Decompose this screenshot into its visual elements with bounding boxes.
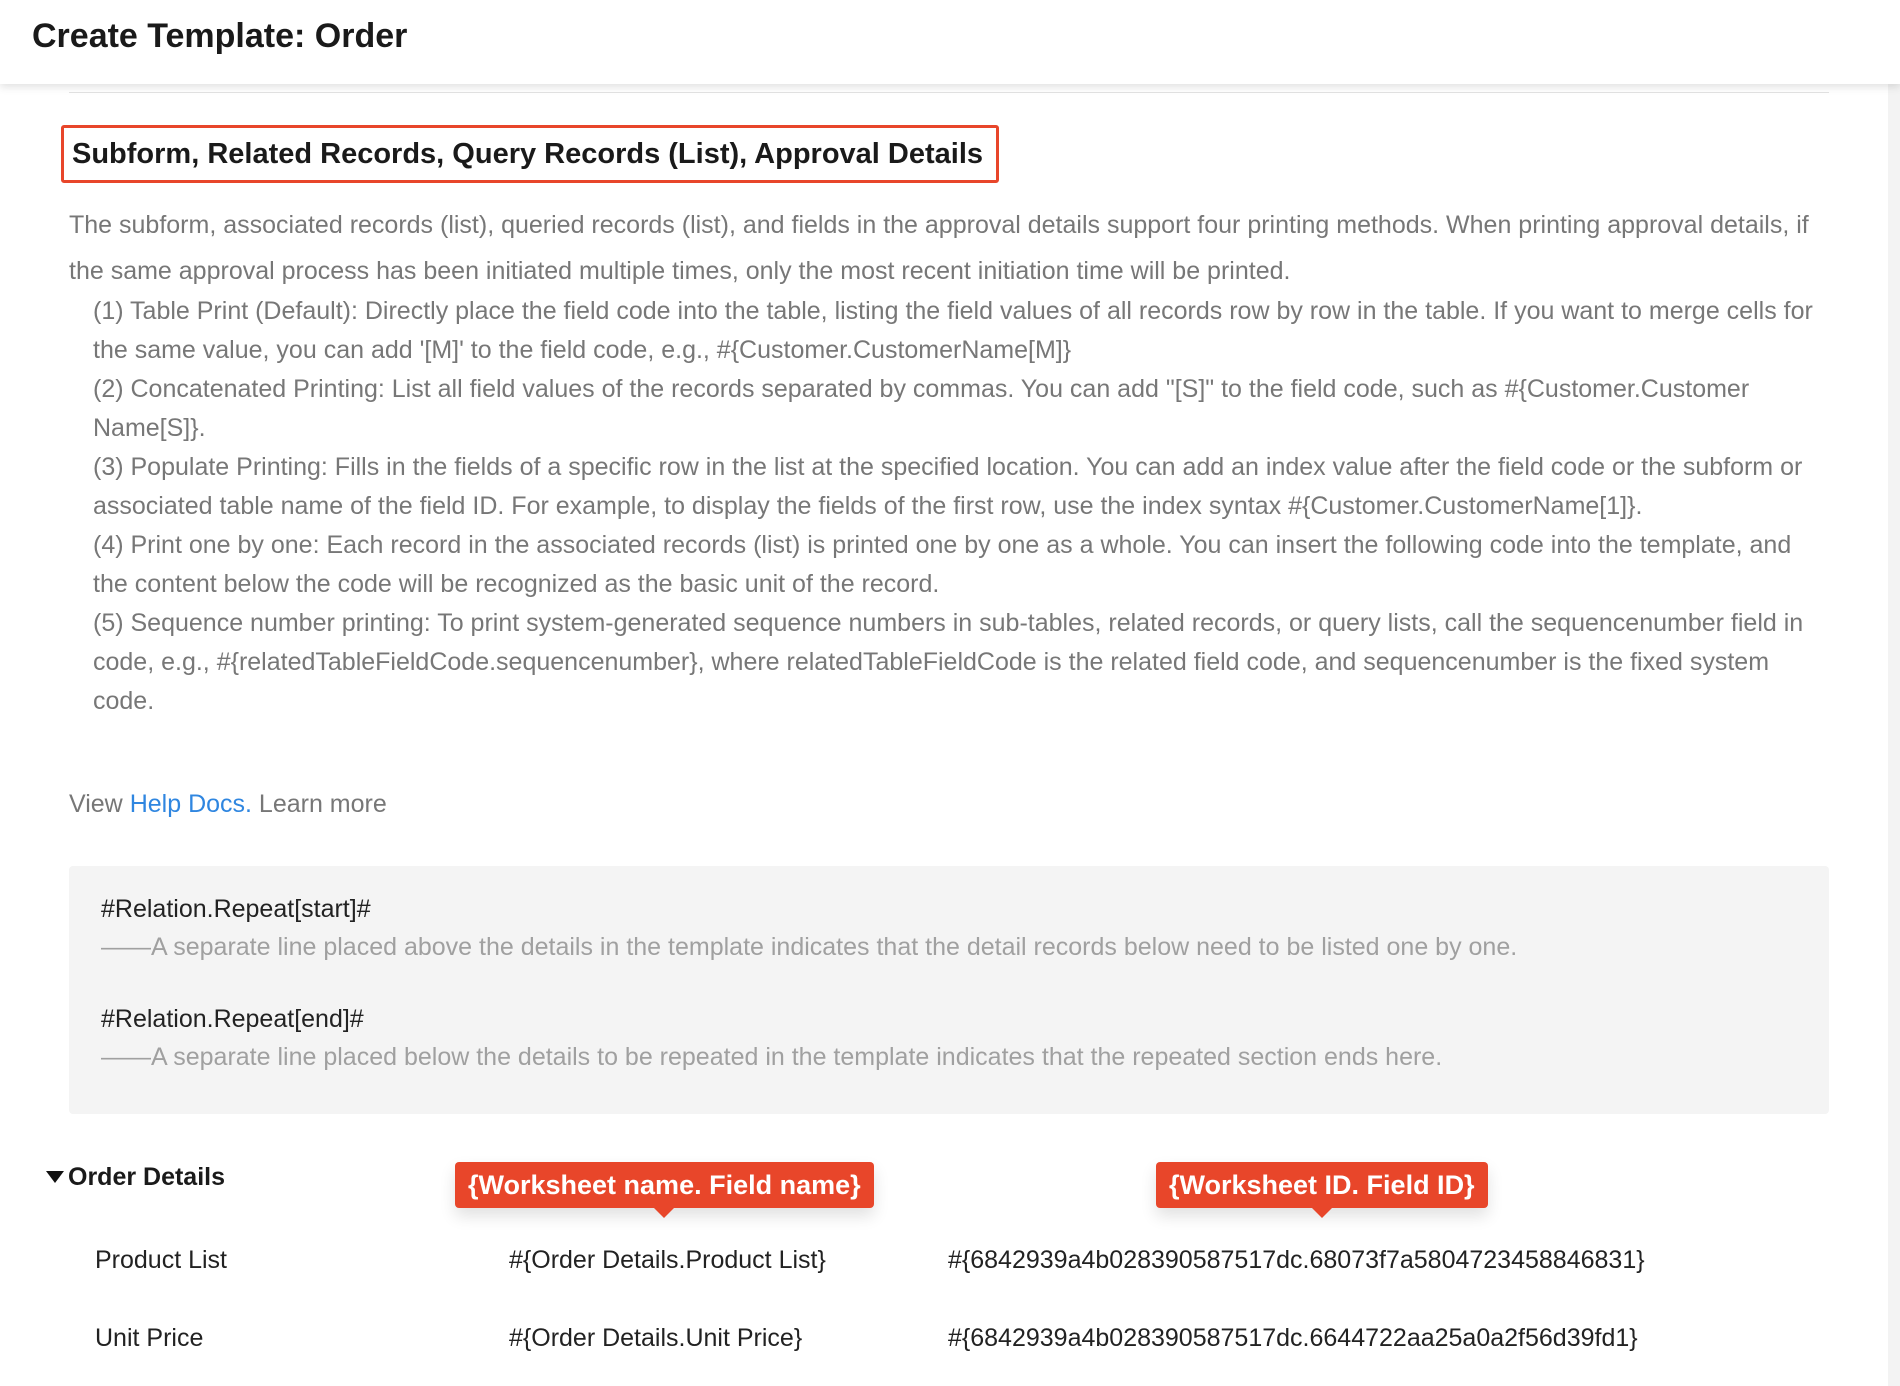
field-row xyxy=(69,1240,1829,1280)
order-details-label: Order Details xyxy=(68,1163,226,1191)
field-name-code[interactable]: #{Order Details.Product List} xyxy=(509,1246,826,1274)
repeat-end-description: ——A separate line placed below the details to be repeated in the template indicates that the repeated section ends here. xyxy=(101,1043,1443,1071)
repeat-end-block xyxy=(101,1000,1442,1076)
page-title: Create Template: Order xyxy=(32,17,408,55)
help-prefix: View xyxy=(69,790,123,818)
field-name-code[interactable]: #{Order Details.Unit Price} xyxy=(509,1324,803,1352)
repeat-end-code: #Relation.Repeat[end]# xyxy=(101,1005,364,1033)
help-suffix: Learn more xyxy=(258,790,387,818)
repeat-start-code: #Relation.Repeat[start]# xyxy=(101,895,371,923)
method-concatenated-printing: (2) Concatenated Printing: List all field values of the records separated by commas. You can add "[S]" to the field code, such as #{Customer.Customer Name[S]}. xyxy=(93,375,1750,442)
section-intro: The subform, associated records (list), queried records (list), and fields in the approval details support four printing methods. When printing approval details, if the same approval process has been initiated multiple times, only the most recent initiation time will be printed. xyxy=(69,211,1809,285)
method-sequence-number-printing: (5) Sequence number printing: To print system-generated sequence numbers in sub-tables, related records, or query lists, call the sequencenumber field in code, e.g., #{relatedTableFieldCode.sequencenumber}, where relatedTableFieldCode is the related field code, and sequencenumber is the fixed system code. xyxy=(93,609,1804,715)
repeat-code-box xyxy=(69,866,1829,1114)
scrollbar-track[interactable] xyxy=(1888,84,1900,1386)
field-row xyxy=(69,1318,1829,1358)
field-name: Product List xyxy=(95,1246,228,1274)
field-id-code[interactable]: #{6842939a4b028390587517dc.68073f7a5804723458846831} xyxy=(948,1246,1645,1274)
callout-worksheet-id: {Worksheet ID. Field ID} xyxy=(1156,1162,1488,1208)
repeat-start-block xyxy=(101,890,1517,966)
page-header xyxy=(0,0,1900,84)
section-heading: Subform, Related Records, Query Records (List), Approval Details xyxy=(72,138,984,170)
divider xyxy=(69,92,1829,93)
printing-methods-list xyxy=(93,292,1829,721)
order-details-toggle[interactable] xyxy=(46,1160,225,1194)
field-id-code[interactable]: #{6842939a4b028390587517dc.6644722aa25a0a2f56d39fd1} xyxy=(948,1324,1638,1352)
repeat-start-description: ——A separate line placed above the details in the template indicates that the detail records below need to be listed one by one. xyxy=(101,933,1518,961)
help-docs-link[interactable]: Help Docs. xyxy=(129,790,252,818)
content-area xyxy=(69,84,1829,1386)
highlighted-section-heading xyxy=(61,125,999,183)
field-name: Unit Price xyxy=(95,1324,204,1352)
method-table-print: (1) Table Print (Default): Directly place the field code into the table, listing the field values of all records row by row in the table. If you want to merge cells for the same value, you can add '[M]' to the field code, e.g., #{Customer.CustomerName[M]} xyxy=(93,297,1813,364)
help-line xyxy=(69,787,387,821)
caret-down-icon xyxy=(46,1171,64,1183)
method-print-one-by-one: (4) Print one by one: Each record in the associated records (list) is printed one by one as a whole. You can insert the following code into the template, and the content below the code will be recognized as the basic unit of the record. xyxy=(93,531,1792,598)
callout-worksheet-name: {Worksheet name. Field name} xyxy=(455,1162,874,1208)
method-populate-printing: (3) Populate Printing: Fills in the fields of a specific row in the list at the specified location. You can add an index value after the field code or the subform or associated table name of the field ID. For example, to display the fields of the first row, use the index syntax #{Customer.CustomerName[1]}. xyxy=(93,453,1803,520)
